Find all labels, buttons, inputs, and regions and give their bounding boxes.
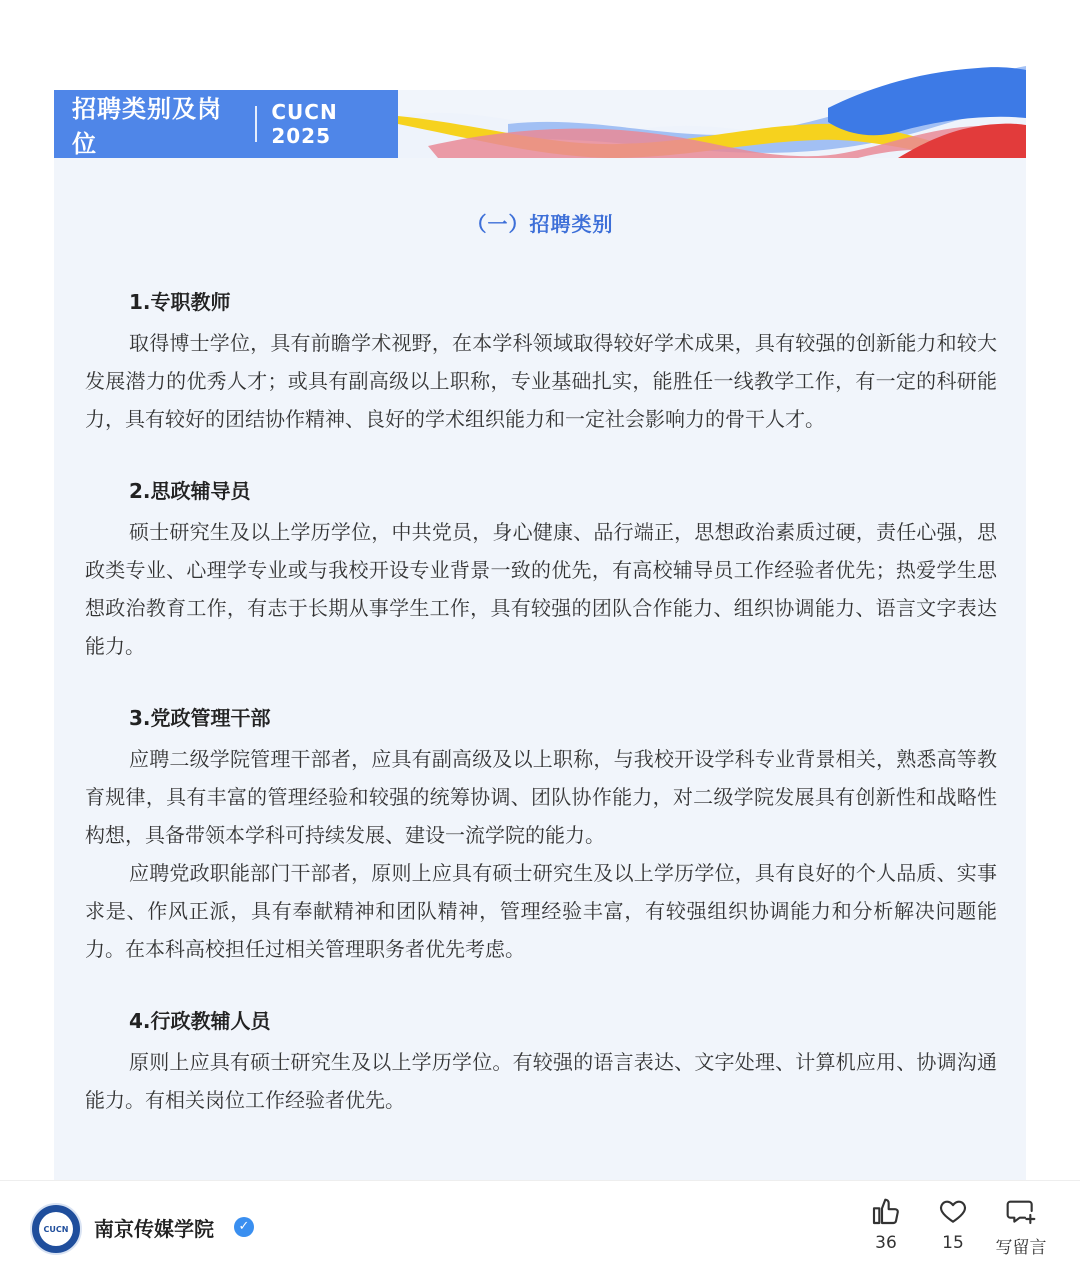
account-avatar[interactable] — [30, 1203, 82, 1255]
verified-badge-icon: ✓ — [234, 1217, 254, 1237]
comment-button[interactable] — [986, 1195, 1056, 1258]
category-admin-support — [85, 1005, 997, 1119]
heart-icon — [937, 1195, 969, 1227]
category-paragraph: 应聘二级学院管理干部者，应具有副高级及以上职称，与我校开设学科专业背景相关，熟悉高等教育规律，具有丰富的管理经验和较强的统筹协调、团队协作能力，对二级学院发展具有创新性和战略性构想，具备带领本学科可持续发展、建设一流学院的能力。 — [85, 747, 997, 847]
banner-divider — [255, 106, 257, 142]
category-paragraph: 应聘党政职能部门干部者，原则上应具有硕士研究生及以上学历学位，具有良好的个人品质、实事求是、作风正派，具有奉献精神和团队精神，管理经验丰富，有较强组织协调能力和分析解决问题能力。在本科高校担任过相关管理职务者优先考虑。 — [85, 861, 997, 961]
thumbs-up-icon — [870, 1195, 902, 1227]
banner-header — [54, 90, 398, 158]
category-heading: 1.专职教师 — [129, 290, 231, 314]
banner-code: CUCN 2025 — [271, 100, 338, 148]
like-count: 36 — [875, 1233, 897, 1253]
category-heading: 4.行政教辅人员 — [129, 1009, 271, 1033]
banner-title: 招聘类别及岗位 — [72, 95, 222, 158]
avatar-logo: CUCN — [39, 1212, 73, 1246]
account-name[interactable]: 南京传媒学院 — [94, 1217, 214, 1241]
comment-label: 写留言 — [995, 1238, 1047, 1258]
section-title: （一）招聘类别 — [466, 212, 614, 236]
like-button[interactable] — [851, 1195, 921, 1253]
favorite-button[interactable] — [918, 1195, 988, 1253]
category-paragraph: 取得博士学位，具有前瞻学术视野，在本学科领域取得较好学术成果，具有较强的创新能力和较大发展潜力的优秀人才；或具有副高级以上职称，专业基础扎实，能胜任一线教学工作，有一定的科研能力，具有较好的团结协作精神、良好的学术组织能力和一定社会影响力的骨干人才。 — [85, 331, 997, 431]
decorative-ribbons — [398, 62, 1026, 158]
favorite-count: 15 — [942, 1233, 964, 1253]
category-admin-cadre — [85, 702, 997, 968]
category-heading: 3.党政管理干部 — [129, 706, 271, 730]
article-content — [85, 286, 997, 1156]
comment-add-icon — [1005, 1195, 1037, 1227]
category-paragraph: 硕士研究生及以上学历学位，中共党员，身心健康、品行端正，思想政治素质过硬，责任心强，思政类专业、心理学专业或与我校开设专业背景一致的优先，有高校辅导员工作经验者优先；热爱学生思想政治教育工作，有志于长期从事学生工作，具有较强的团队合作能力、组织协调能力、语言文字表达能力。 — [85, 520, 997, 658]
category-heading: 2.思政辅导员 — [129, 479, 251, 503]
category-counselor — [85, 475, 997, 665]
category-paragraph: 原则上应具有硕士研究生及以上学历学位。有较强的语言表达、文字处理、计算机应用、协调沟通能力。有相关岗位工作经验者优先。 — [85, 1050, 997, 1112]
category-full-time-teacher — [85, 286, 997, 438]
footer-bar — [0, 1180, 1080, 1278]
